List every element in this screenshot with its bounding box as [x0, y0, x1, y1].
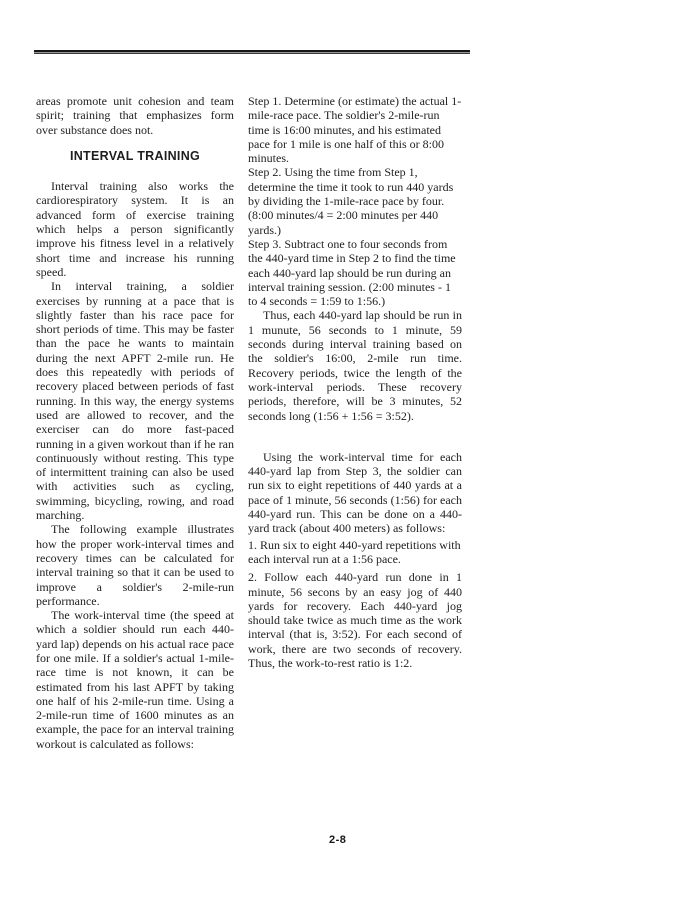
paragraph-thus: Thus, each 440-yard lap should be run in 1 munute, 56 seconds to 1 minute, 59 seconds during interval training based on the soldier's 16:00, 2-mile run time. Recovery periods, twice the length of the work-interval periods. These recovery periods, therefore, will be 3 minutes, 52 seconds long (1:56 + 1:56 = 3:52). [248, 308, 462, 423]
paragraph-interval-how: In interval training, a soldier exercises by running at a pace that is slightly faster than his race pace for short periods of time. This may be faster than the pace he wants to maintain during the next APFT 2-mile run. He does this repeatedly with periods of recovery placed between periods of fast running. In this way, the energy systems used are allowed to recover, and the exerciser can do more fast-paced running in a given workout than if he ran continuously without resting. This type of intermittent training can also be used with activities such as cycling, swimming, bicycling, rowing, and road marching. [36, 279, 234, 523]
paragraph-interval-intro: Interval training also works the cardiorespiratory system. It is an advanced form of exercise training which helps a person significantly improve his fitness level in a relatively short time and increase his running speed. [36, 179, 234, 279]
list-item-follow-jog: 2. Follow each 440-yard run done in 1 minute, 56 secons by an easy jog of 440 yards for recovery. Each 440-yard jog should take twice as much time as the work interval (that is, 3:52). For each second of work, there are two seconds of recovery. Thus, the work-to-rest ratio is 1:2. [248, 570, 462, 670]
paragraph-continuation: areas promote unit cohesion and team spirit; training that emphasizes form over substance does not. [36, 94, 234, 137]
right-column [248, 94, 462, 670]
header-rule [34, 50, 470, 54]
step-1-paragraph: Step 1. Determine (or estimate) the actual 1-mile-race pace. The soldier's 2-mile-run time is 16:00 minutes, and his estimated pace for 1 mile is one half of this or 8:00 minutes. [248, 94, 462, 166]
list-item-run-repetitions: 1. Run six to eight 440-yard repetitions with each interval run at a 1:56 pace. [248, 537, 461, 566]
paragraph-work-interval: The work-interval time (the speed at which a soldier should run each 440-yard lap) depends on his actual race pace for one mile. If a soldier's actual 1-mile-race time is not known, it can be estimated from his last APFT by taking one half of his 2-mile-run time. Using a 2-mile-run time of 1600 minutes as an example, the pace for an interval training workout is calculated as follows: [36, 608, 234, 751]
left-column [36, 94, 234, 751]
step-3-paragraph: Step 3. Subtract one to four seconds from the 440-yard time in Step 2 to find the time each 440-yard lap should be run during an interval training session. (2:00 minutes - 1 to 4 seconds = 1:59 to 1:56.) [248, 236, 456, 309]
page-number: 2-8 [329, 834, 347, 846]
step-2-paragraph: Step 2. Using the time from Step 1, determine the time it took to run 440 yards by dividing the 1-mile-race pace by four. (8:00 minutes/4 = 2:00 minutes per 440 yards.) [248, 165, 454, 237]
paragraph-example: The following example illustrates how the proper work-interval times and recovery times can be calculated for interval training so that it can be used to improve a soldier's 2-mile-run performance. [36, 522, 234, 608]
paragraph-using: Using the work-interval time for each 440-yard lap from Step 3, the soldier can run six to eight repetitions of 440 yards at a pace of 1 minute, 56 seconds (1:56) for each 440-yard run. This can be done on a 440-yard track (about 400 meters) as follows: [248, 449, 462, 536]
section-heading-interval-training: INTERVAL TRAINING [69, 148, 201, 163]
